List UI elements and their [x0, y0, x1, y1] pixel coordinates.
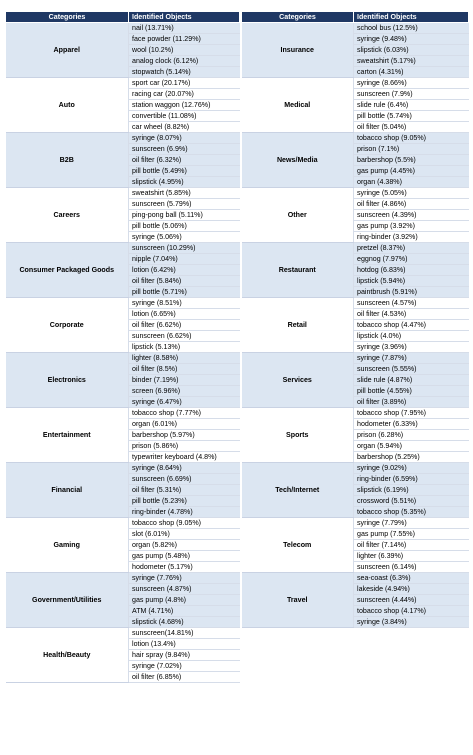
identified-object-cell: binder (7.19%) — [129, 375, 240, 386]
identified-object-cell: gas pump (5.48%) — [129, 551, 240, 562]
table-row — [6, 353, 240, 364]
identified-object-cell: lakeside (4.94%) — [354, 584, 469, 595]
identified-object-cell: syringe (3.96%) — [354, 342, 469, 353]
identified-object-cell: pretzel (8.37%) — [354, 243, 469, 254]
identified-object-cell: pill bottle (5.06%) — [129, 221, 240, 232]
identified-objects-header: Identified Objects — [129, 12, 240, 23]
identified-object-cell: slipstick (4.95%) — [129, 177, 240, 188]
identified-object-cell: barbershop (5.25%) — [354, 452, 469, 463]
identified-object-cell: lighter (8.58%) — [129, 353, 240, 364]
category-name-cell: Travel — [242, 573, 354, 628]
identified-object-cell: organ (5.82%) — [129, 540, 240, 551]
identified-object-cell: prison (7.1%) — [354, 144, 469, 155]
category-name-cell: Careers — [6, 188, 129, 243]
identified-object-cell: slipstick (4.68%) — [129, 617, 240, 628]
identified-object-cell: pill bottle (5.49%) — [129, 166, 240, 177]
identified-object-cell: hair spray (9.84%) — [129, 650, 240, 661]
identified-object-cell: organ (6.01%) — [129, 419, 240, 430]
identified-object-cell: slipstick (6.19%) — [354, 485, 469, 496]
category-name-cell: Financial — [6, 463, 129, 518]
category-name-cell: Sports — [242, 408, 354, 463]
identified-object-cell: typewriter keyboard (4.8%) — [129, 452, 240, 463]
table-row — [242, 463, 469, 474]
identified-object-cell: ring-binder (3.92%) — [354, 232, 469, 243]
identified-object-cell: pill bottle (5.74%) — [354, 111, 469, 122]
identified-object-cell: lotion (6.65%) — [129, 309, 240, 320]
table-row — [6, 573, 240, 584]
identified-object-cell: wool (10.2%) — [129, 45, 240, 56]
identified-object-cell: gas pump (3.92%) — [354, 221, 469, 232]
category-name-cell: Electronics — [6, 353, 129, 408]
identified-object-cell: station waggon (12.76%) — [129, 100, 240, 111]
category-name-cell: Corporate — [6, 298, 129, 353]
identified-object-cell: slipstick (6.03%) — [354, 45, 469, 56]
identified-object-cell: tobacco shop (4.47%) — [354, 320, 469, 331]
table-row — [6, 408, 240, 419]
identified-object-cell: sunscreen (4.39%) — [354, 210, 469, 221]
category-name-cell: Services — [242, 353, 354, 408]
category-table-left — [5, 11, 240, 683]
identified-object-cell: screen (6.96%) — [129, 386, 240, 397]
identified-object-cell: lipstick (5.94%) — [354, 276, 469, 287]
identified-object-cell: tobacco shop (9.05%) — [354, 133, 469, 144]
table-header — [6, 12, 240, 23]
identified-object-cell: sunscreen (5.55%) — [354, 364, 469, 375]
identified-object-cell: lotion (13.4%) — [129, 639, 240, 650]
identified-object-cell: sweatshirt (5.85%) — [129, 188, 240, 199]
identified-object-cell: oil filter (4.86%) — [354, 199, 469, 210]
category-name-cell: Medical — [242, 78, 354, 133]
table-row — [6, 133, 240, 144]
category-name-cell: Consumer Packaged Goods — [6, 243, 129, 298]
table-row — [6, 628, 240, 639]
table-row — [242, 408, 469, 419]
table-row — [242, 243, 469, 254]
category-name-cell: Restaurant — [242, 243, 354, 298]
identified-object-cell: oil filter (4.53%) — [354, 309, 469, 320]
identified-object-cell: syringe (5.06%) — [129, 232, 240, 243]
identified-object-cell: organ (5.94%) — [354, 441, 469, 452]
table-row — [242, 133, 469, 144]
category-name-cell: Retail — [242, 298, 354, 353]
identified-object-cell: syringe (5.05%) — [354, 188, 469, 199]
category-name-cell: Tech/Internet — [242, 463, 354, 518]
category-name-cell: News/Media — [242, 133, 354, 188]
table-row — [6, 243, 240, 254]
table-row — [242, 78, 469, 89]
table-row — [242, 518, 469, 529]
identified-object-cell: sunscreen (7.9%) — [354, 89, 469, 100]
identified-object-cell: prison (5.86%) — [129, 441, 240, 452]
identified-object-cell: oil filter (6.85%) — [129, 672, 240, 683]
identified-object-cell: sunscreen (6.9%) — [129, 144, 240, 155]
table-row — [6, 298, 240, 309]
identified-object-cell: sunscreen (4.87%) — [129, 584, 240, 595]
category-name-cell: Health/Beauty — [6, 628, 129, 683]
identified-object-cell: sweatshirt (5.17%) — [354, 56, 469, 67]
identified-object-cell: barbershop (5.5%) — [354, 155, 469, 166]
identified-object-cell: lipstick (5.13%) — [129, 342, 240, 353]
categories-header: Categories — [242, 12, 354, 23]
table-header — [242, 12, 469, 23]
table-row — [242, 353, 469, 364]
identified-object-cell: face powder (11.29%) — [129, 34, 240, 45]
identified-object-cell: sunscreen(14.81%) — [129, 628, 240, 639]
identified-object-cell: pill bottle (5.71%) — [129, 287, 240, 298]
table-body-left — [6, 23, 240, 683]
identified-object-cell: racing car (20.07%) — [129, 89, 240, 100]
table-row — [242, 23, 469, 34]
identified-object-cell: crossword (5.51%) — [354, 496, 469, 507]
identified-object-cell: sunscreen (6.62%) — [129, 331, 240, 342]
identified-object-cell: nail (13.71%) — [129, 23, 240, 34]
identified-object-cell: tobacco shop (7.77%) — [129, 408, 240, 419]
identified-object-cell: tobacco shop (4.17%) — [354, 606, 469, 617]
category-name-cell: Entertainment — [6, 408, 129, 463]
category-name-cell: Other — [242, 188, 354, 243]
table-row — [6, 188, 240, 199]
identified-object-cell: hotdog (6.83%) — [354, 265, 469, 276]
table-row — [6, 23, 240, 34]
identified-object-cell: ATM (4.71%) — [129, 606, 240, 617]
identified-object-cell: oil filter (5.31%) — [129, 485, 240, 496]
table-row — [6, 78, 240, 89]
identified-object-cell: sunscreen (6.69%) — [129, 474, 240, 485]
identified-object-cell: pill bottle (5.23%) — [129, 496, 240, 507]
identified-object-cell: lotion (6.42%) — [129, 265, 240, 276]
identified-object-cell: organ (4.38%) — [354, 177, 469, 188]
identified-object-cell: syringe (8.66%) — [354, 78, 469, 89]
identified-object-cell: gas pump (4.45%) — [354, 166, 469, 177]
category-name-cell: Gaming — [6, 518, 129, 573]
identified-object-cell: convertible (11.08%) — [129, 111, 240, 122]
identified-object-cell: syringe (8.07%) — [129, 133, 240, 144]
identified-object-cell: analog clock (6.12%) — [129, 56, 240, 67]
identified-object-cell: ping-pong ball (5.11%) — [129, 210, 240, 221]
identified-object-cell: syringe (3.84%) — [354, 617, 469, 628]
identified-object-cell: oil filter (5.84%) — [129, 276, 240, 287]
identified-object-cell: tobacco shop (7.95%) — [354, 408, 469, 419]
identified-object-cell: syringe (7.87%) — [354, 353, 469, 364]
identified-object-cell: carton (4.31%) — [354, 67, 469, 78]
identified-object-cell: slide rule (6.4%) — [354, 100, 469, 111]
identified-object-cell: sunscreen (5.79%) — [129, 199, 240, 210]
identified-object-cell: lipstick (4.0%) — [354, 331, 469, 342]
identified-object-cell: stopwatch (5.14%) — [129, 67, 240, 78]
identified-object-cell: syringe (9.02%) — [354, 463, 469, 474]
identified-object-cell: prison (6.28%) — [354, 430, 469, 441]
identified-object-cell: sport car (20.17%) — [129, 78, 240, 89]
identified-object-cell: tobacco shop (9.05%) — [129, 518, 240, 529]
category-name-cell: B2B — [6, 133, 129, 188]
identified-object-cell: school bus (12.5%) — [354, 23, 469, 34]
identified-object-cell: oil filter (6.32%) — [129, 155, 240, 166]
identified-object-cell: eggnog (7.97%) — [354, 254, 469, 265]
identified-object-cell: syringe (8.64%) — [129, 463, 240, 474]
identified-object-cell: slot (6.01%) — [129, 529, 240, 540]
identified-object-cell: oil filter (7.14%) — [354, 540, 469, 551]
table-row — [6, 463, 240, 474]
identified-object-cell: tobacco shop (5.35%) — [354, 507, 469, 518]
category-name-cell: Auto — [6, 78, 129, 133]
category-name-cell: Telecom — [242, 518, 354, 573]
identified-object-cell: paintbrush (5.91%) — [354, 287, 469, 298]
identified-object-cell: syringe (6.47%) — [129, 397, 240, 408]
category-name-cell: Government/Utilities — [6, 573, 129, 628]
identified-object-cell: slide rule (4.87%) — [354, 375, 469, 386]
identified-object-cell: sunscreen (4.44%) — [354, 595, 469, 606]
identified-object-cell: oil filter (3.89%) — [354, 397, 469, 408]
identified-object-cell: sunscreen (10.29%) — [129, 243, 240, 254]
identified-object-cell: syringe (7.79%) — [354, 518, 469, 529]
identified-object-cell: oil filter (6.62%) — [129, 320, 240, 331]
identified-object-cell: hodometer (6.33%) — [354, 419, 469, 430]
table-body-right — [242, 23, 469, 628]
identified-object-cell: ring-binder (6.59%) — [354, 474, 469, 485]
table-row — [242, 573, 469, 584]
identified-object-cell: syringe (9.48%) — [354, 34, 469, 45]
identified-objects-header: Identified Objects — [354, 12, 469, 23]
category-name-cell: Insurance — [242, 23, 354, 78]
table-row — [6, 518, 240, 529]
identified-object-cell: sea-coast (6.3%) — [354, 573, 469, 584]
identified-object-cell: gas pump (7.55%) — [354, 529, 469, 540]
identified-object-cell: nipple (7.04%) — [129, 254, 240, 265]
table-row — [242, 188, 469, 199]
identified-object-cell: oil filter (5.04%) — [354, 122, 469, 133]
identified-object-cell: syringe (7.76%) — [129, 573, 240, 584]
identified-object-cell: sunscreen (6.14%) — [354, 562, 469, 573]
identified-object-cell: syringe (7.02%) — [129, 661, 240, 672]
category-name-cell: Apparel — [6, 23, 129, 78]
identified-object-cell: hodometer (5.17%) — [129, 562, 240, 573]
identified-object-cell: syringe (8.51%) — [129, 298, 240, 309]
identified-object-cell: ring-binder (4.78%) — [129, 507, 240, 518]
categories-header: Categories — [6, 12, 129, 23]
category-table-right — [241, 11, 469, 628]
identified-object-cell: pill bottle (4.55%) — [354, 386, 469, 397]
identified-object-cell: car wheel (8.82%) — [129, 122, 240, 133]
table-row — [242, 298, 469, 309]
identified-object-cell: lighter (6.39%) — [354, 551, 469, 562]
identified-object-cell: oil filter (8.5%) — [129, 364, 240, 375]
identified-object-cell: sunscreen (4.57%) — [354, 298, 469, 309]
identified-object-cell: barbershop (5.97%) — [129, 430, 240, 441]
identified-object-cell: gas pump (4.8%) — [129, 595, 240, 606]
